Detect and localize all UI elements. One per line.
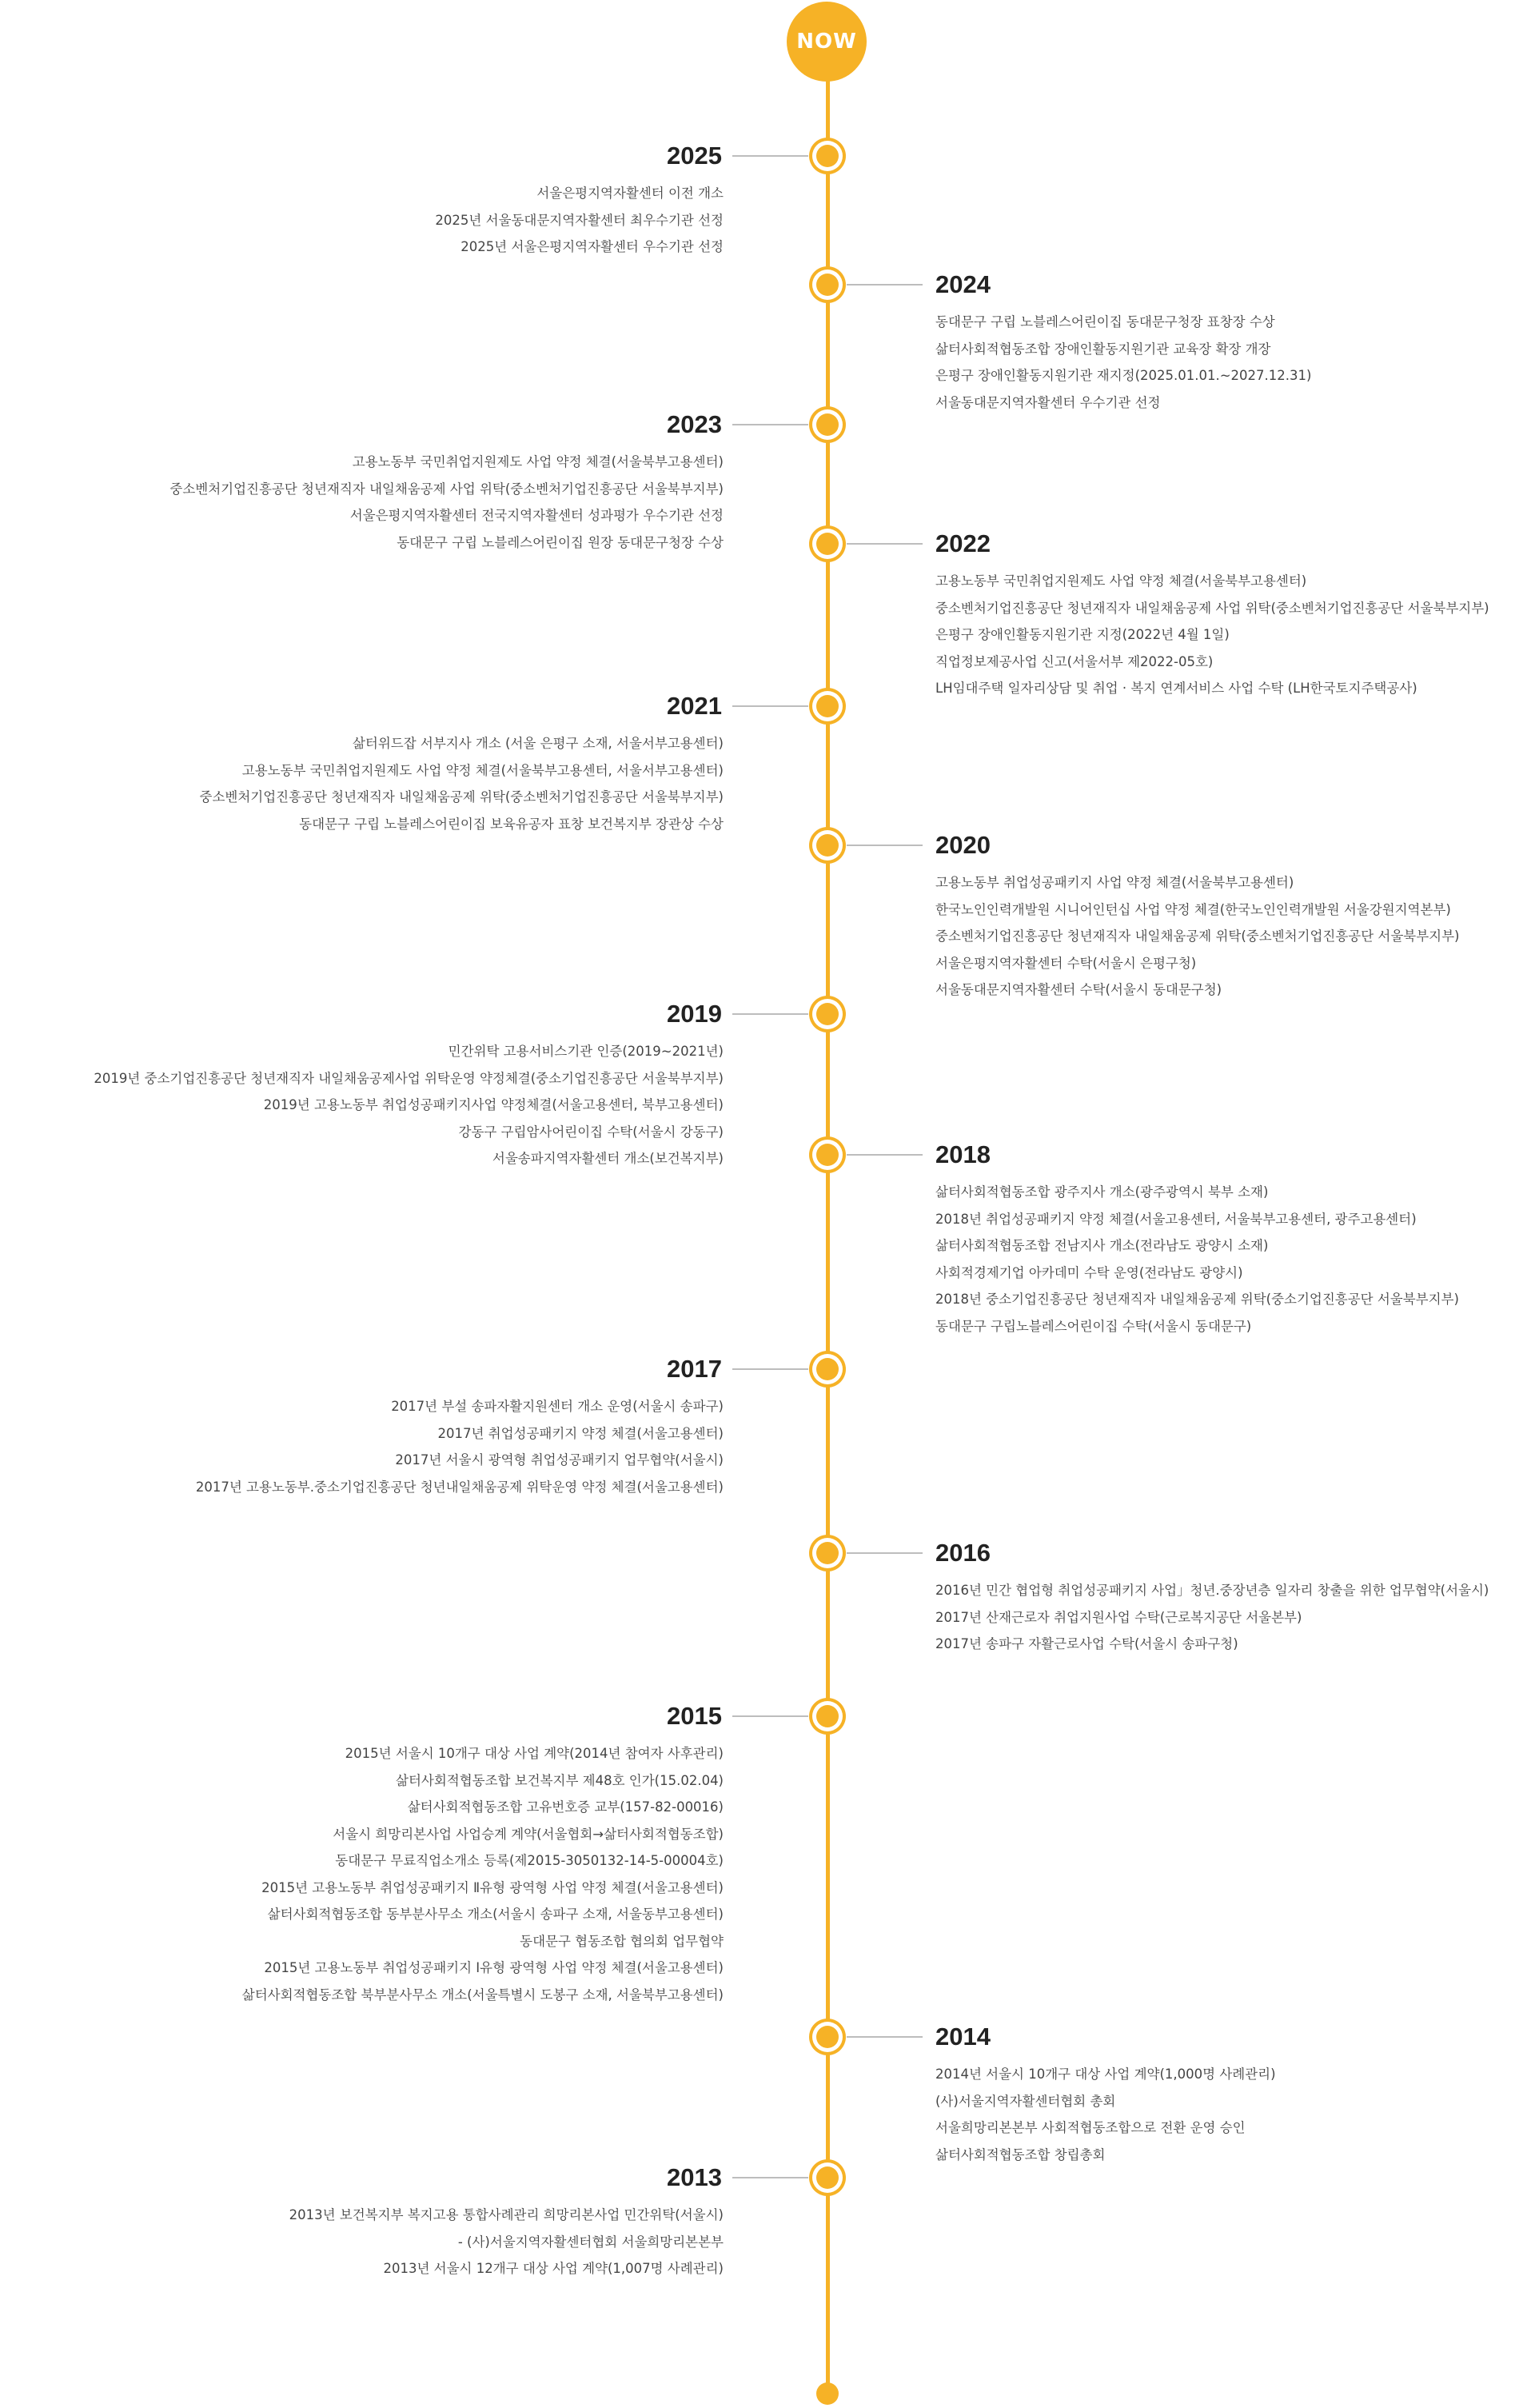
- timeline-item: 2019년 중소기업진흥공단 청년재직자 내일채움공제사업 위탁운영 약정체결(중소기업진흥공단 서울북부지부): [94, 1070, 724, 1086]
- timeline-item: 동대문구 무료직업소개소 등록(제2015-3050132-14-5-00004호): [335, 1853, 724, 1868]
- timeline-connector: [732, 705, 808, 707]
- timeline-item-list: [289, 2202, 724, 2282]
- timeline-item: 민간위탁 고용서비스기관 인증(2019~2021년): [448, 1044, 724, 1059]
- timeline-marker: [816, 413, 839, 436]
- timeline-item: 서울동대문지역자활센터 우수기관 선정: [935, 394, 1161, 410]
- timeline-item: 중소벤처기업진흥공단 청년재직자 내일채움공제 사업 위탁(중소벤처기업진흥공단 서울북부지부): [169, 481, 724, 497]
- timeline-item-list: [935, 2061, 1276, 2168]
- timeline-connector: [847, 1154, 923, 1156]
- timeline-item: 직업정보제공사업 신고(서울서부 제2022-05호): [935, 653, 1214, 669]
- timeline-item: 삶터사회적협동조합 고유번호증 교부(157-82-00016): [407, 1799, 724, 1815]
- timeline-connector: [732, 1013, 808, 1015]
- timeline-item: 서울시 희망리본사업 사업승계 계약(서울협회→삶터사회적협동조합): [333, 1826, 724, 1842]
- timeline-item: 고용노동부 국민취업지원제도 사업 약정 체결(서울북부고용센터): [935, 573, 1307, 589]
- timeline-marker: [816, 695, 839, 717]
- timeline-marker: [816, 1358, 839, 1380]
- timeline-item: 2025년 서울은평지역자활센터 우수기관 선정: [460, 239, 724, 254]
- timeline-item-list: [935, 869, 1459, 1004]
- timeline-item: 2015년 고용노동부 취업성공패키지 Ⅰ유형 광역형 사업 약정 체결(서울고용센터): [264, 1960, 724, 1975]
- timeline-item: 사회적경제기업 아카데미 수탁 운영(전라남도 광양시): [935, 1264, 1243, 1280]
- timeline-item: 2019년 고용노동부 취업성공패키지사업 약정체결(서울고용센터, 북부고용센터): [263, 1097, 724, 1112]
- timeline-item: 서울은평지역자활센터 전국지역자활센터 성과평가 우수기관 선정: [349, 508, 724, 523]
- timeline-item: 서울은평지역자활센터 이전 개소: [536, 186, 724, 201]
- timeline-item: 동대문구 협동조합 협의회 업무협약: [520, 1933, 724, 1949]
- timeline-marker: [816, 533, 839, 555]
- timeline-item: 2015년 서울시 10개구 대상 사업 계약(2014년 참여자 사후관리): [345, 1746, 724, 1761]
- timeline-connector: [732, 2177, 808, 2178]
- timeline-item: 2025년 서울동대문지역자활센터 최우수기관 선정: [435, 212, 724, 228]
- timeline-item: 고용노동부 국민취업지원제도 사업 약정 체결(서울북부고용센터, 서울서부고용센터): [241, 762, 724, 778]
- timeline-item: 삶터사회적협동조합 북부분사무소 개소(서울특별시 도봉구 소재, 서울북부고용센터): [241, 1987, 724, 2003]
- timeline-year: 2016: [935, 1539, 991, 1567]
- timeline-item: 삶터사회적협동조합 창립총회: [935, 2146, 1106, 2162]
- timeline-marker: [816, 1705, 839, 1727]
- timeline-year: 2014: [935, 2023, 991, 2051]
- timeline-item: 2016년 민간 협업형 취업성공패키지 사업」청년.중장년층 일자리 창출을 위한 업무협약(서울시): [935, 1583, 1489, 1598]
- timeline-item: 서울동대문지역자활센터 수탁(서울시 동대문구청): [935, 982, 1222, 997]
- timeline-item-list: [935, 568, 1489, 702]
- timeline-item: 2018년 중소기업진흥공단 청년재직자 내일채움공제 위탁(중소기업진흥공단 서울북부지부): [935, 1292, 1459, 1307]
- timeline-connector: [732, 1368, 808, 1370]
- timeline-year: 2020: [935, 831, 991, 859]
- timeline-item: 2017년 서울시 광역형 취업성공패키지 업무협약(서울시): [395, 1452, 724, 1468]
- timeline-item: 고용노동부 국민취업지원제도 사업 약정 체결(서울북부고용센터): [352, 454, 724, 469]
- timeline-item: 동대문구 구립노블레스어린이집 수탁(서울시 동대문구): [935, 1318, 1252, 1334]
- timeline-item: 고용노동부 취업성공패키지 사업 약정 체결(서울북부고용센터): [935, 875, 1294, 890]
- timeline-connector: [847, 543, 923, 545]
- timeline-item: 삶터위드잡 서부지사 개소 (서울 은평구 소재, 서울서부고용센터): [352, 736, 724, 751]
- timeline-item: 삶터사회적협동조합 동부분사무소 개소(서울시 송파구 소재, 서울동부고용센터): [267, 1907, 724, 1922]
- timeline-item: 2013년 서울시 12개구 대상 사업 계약(1,007명 사례관리): [383, 2261, 724, 2276]
- timeline-item: 2015년 고용노동부 취업성공패키지 Ⅱ유형 광역형 사업 약정 체결(서울고용센터): [261, 1879, 724, 1895]
- timeline-item: (사)서울지역자활센터협회 총회: [935, 2093, 1116, 2109]
- timeline-marker: [816, 274, 839, 296]
- timeline-connector: [847, 2036, 923, 2038]
- timeline-marker: [816, 1542, 839, 1564]
- timeline-item: 2017년 부설 송파자활지원센터 개소 운영(서울시 송파구): [391, 1399, 724, 1414]
- timeline-marker: [816, 834, 839, 857]
- timeline-year: 2019: [667, 1000, 722, 1028]
- timeline-item: 동대문구 구립 노블레스어린이집 보육유공자 표창 보건복지부 장관상 수상: [299, 816, 724, 832]
- timeline-item: 중소벤처기업진흥공단 청년재직자 내일채움공제 사업 위탁(중소벤처기업진흥공단 서울북부지부): [935, 600, 1489, 616]
- timeline-item-list: [200, 730, 724, 837]
- timeline-item: 삶터사회적협동조합 전남지사 개소(전라남도 광양시 소재): [935, 1238, 1269, 1253]
- timeline-item: 강동구 구립암사어린이집 수탁(서울시 강동구): [458, 1124, 724, 1140]
- timeline-item: 한국노인인력개발원 시니어인턴십 사업 약정 체결(한국노인인력개발원 서울강원지역본부): [935, 901, 1451, 917]
- timeline-item: 은평구 장애인활동지원기관 지정(2022년 4월 1일): [935, 627, 1230, 642]
- timeline-item: 2017년 송파구 자활근로사업 수탁(서울시 송파구청): [935, 1636, 1238, 1651]
- timeline-item-list: [169, 449, 724, 556]
- timeline-item-list: [435, 180, 724, 261]
- timeline-item: 서울희망리본본부 사회적협동조합으로 전환 운영 승인: [935, 2120, 1246, 2135]
- timeline-year: 2018: [935, 1140, 991, 1168]
- timeline-year: 2015: [667, 1702, 722, 1730]
- timeline-marker: [816, 2166, 839, 2189]
- timeline-year: 2017: [667, 1355, 722, 1383]
- timeline-item: 은평구 장애인활동지원기관 재지정(2025.01.01.~2027.12.31): [935, 368, 1312, 383]
- timeline-connector: [732, 1715, 808, 1717]
- timeline-item: 중소벤처기업진흥공단 청년재직자 내일채움공제 위탁(중소벤처기업진흥공단 서울북부지부): [199, 789, 724, 805]
- timeline-item-list: [935, 1179, 1459, 1340]
- timeline-item: 동대문구 구립 노블레스어린이집 동대문구청장 표창장 수상: [935, 314, 1275, 329]
- timeline-year: 2013: [667, 2163, 722, 2191]
- timeline-item: 삶터사회적협동조합 보건복지부 제48호 인가(15.02.04): [396, 1772, 724, 1788]
- timeline-item: LH임대주택 일자리상담 및 취업 · 복지 연계서비스 사업 수탁 (LH한국토지주택공사): [935, 681, 1417, 696]
- timeline-item: - (사)서울지역자활센터협회 서울희망리본본부: [457, 2234, 724, 2250]
- timeline-year: 2022: [935, 529, 991, 557]
- timeline-marker: [816, 1144, 839, 1166]
- timeline-item-list: [935, 309, 1311, 416]
- timeline-year: 2024: [935, 270, 991, 298]
- timeline-item: 2017년 취업성공패키지 약정 체결(서울고용센터): [437, 1425, 724, 1441]
- timeline-connector: [847, 845, 923, 846]
- timeline-item: 서울송파지역자활센터 개소(보건복지부): [492, 1151, 724, 1166]
- timeline-item: 서울은평지역자활센터 수탁(서울시 은평구청): [935, 955, 1197, 971]
- timeline-marker: [816, 145, 839, 167]
- timeline-item: 2017년 산재근로자 취업지원사업 수탁(근로복지공단 서울본부): [935, 1609, 1302, 1625]
- timeline-item: 2014년 서울시 10개구 대상 사업 계약(1,000명 사례관리): [935, 2067, 1276, 2082]
- timeline-item: 삶터사회적협동조합 광주지사 개소(광주광역시 북부 소재): [935, 1184, 1269, 1200]
- timeline-connector: [732, 155, 808, 157]
- timeline-item: 삶터사회적협동조합 장애인활동지원기관 교육장 확장 개장: [935, 341, 1271, 357]
- timeline-connector: [847, 284, 923, 286]
- timeline-connector: [847, 1552, 923, 1554]
- timeline-item: 2013년 보건복지부 복지고용 통합사례관리 희망리본사업 민간위탁(서울시): [289, 2207, 724, 2222]
- timeline-item-list: [242, 1740, 724, 2008]
- timeline-marker: [816, 2026, 839, 2048]
- timeline-end-dot: [816, 2382, 839, 2405]
- timeline-item: 중소벤처기업진흥공단 청년재직자 내일채움공제 위탁(중소벤처기업진흥공단 서울북부지부): [935, 928, 1460, 944]
- timeline-item-list: [94, 1038, 724, 1172]
- timeline-connector: [732, 424, 808, 425]
- timeline-item: 2018년 취업성공패키지 약정 체결(서울고용센터, 서울북부고용센터, 광주고용센터): [935, 1211, 1417, 1227]
- timeline-year: 2021: [667, 692, 722, 720]
- timeline-marker: [816, 1003, 839, 1025]
- timeline-item-list: [935, 1577, 1489, 1658]
- timeline-item: 동대문구 구립 노블레스어린이집 원장 동대문구청장 수상: [397, 534, 724, 550]
- timeline-item: 2017년 고용노동부.중소기업진흥공단 청년내일채움공제 위탁운영 약정 체결(서울고용센터): [195, 1479, 724, 1495]
- timeline-item-list: [196, 1393, 724, 1500]
- timeline-year: 2025: [667, 142, 722, 170]
- timeline-year: 2023: [667, 410, 722, 438]
- now-badge: NOW: [787, 2, 867, 82]
